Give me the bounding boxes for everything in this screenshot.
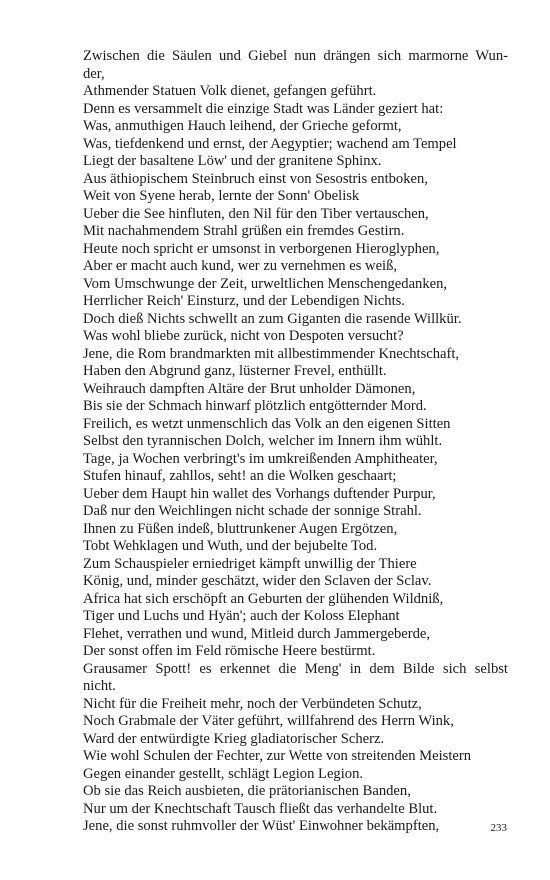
text-line: nicht. xyxy=(83,678,116,694)
text-line: Jene, die Rom brandmarkten mit allbestimmender Knechtschaft, xyxy=(83,345,460,362)
text-line: Der sonst offen im Feld römische Heere bestürmt. xyxy=(83,643,376,659)
text-line: Ob sie das Reich ausbieten, die prätorianischen Banden, xyxy=(83,783,411,799)
text-line: Selbst den tyrannischen Dolch, welcher im Innern ihm wühlt. xyxy=(83,433,443,449)
text-line: Weit von Syene herab, lernte der Sonn' Obelisk xyxy=(83,188,360,204)
text-line: Tage, ja Wochen verbringt's im umkreißenden Amphitheater, xyxy=(83,450,438,467)
text-line: Wie wohl Schulen der Fechter, zur Wette von streitenden Meistern xyxy=(83,748,472,764)
text-line: Zum Schauspieler erniedriget kämpft unwillig der Thiere xyxy=(83,555,417,572)
text-line: Grausamer Spott! es erkennet die Meng' in dem Bilde sich selbst xyxy=(83,660,508,677)
text-line: Mit nachahmendem Strahl grüßen ein fremdes Gestirn. xyxy=(83,223,405,239)
text-line: Haben den Abgrund ganz, lüsterner Frevel, enthüllt. xyxy=(83,363,387,379)
text-line: Stufen hinauf, zahllos, seht! an die Wolken geschaart; xyxy=(83,468,397,484)
text-line: Heute noch spricht er umsonst in verborgenen Hieroglyphen, xyxy=(83,240,440,257)
text-line: Ward der entwürdigte Krieg gladiatorischer Scherz. xyxy=(83,730,385,747)
text-line: Herrlicher Reich' Einsturz, und der Lebendigen Nichts. xyxy=(83,293,405,309)
text-line: Zwischen die Säulen und Giebel nun drängen sich marmorne Wun- xyxy=(83,48,508,64)
text-line: Was wohl bliebe zurück, nicht von Despoten versucht? xyxy=(83,328,404,344)
text-line: Athmender Statuen Volk dienet, gefangen geführt. xyxy=(83,83,377,99)
text-line: Tobt Wehklagen und Wuth, und der bejubelte Tod. xyxy=(83,538,378,554)
text-line: Tiger und Luchs und Hyän'; auch der Koloss Elephant xyxy=(83,608,400,624)
text-line: Daß nur den Weichlingen nicht schade der sonnige Strahl. xyxy=(83,503,422,519)
text-line: Liegt der basaltene Löw' und der granitene Sphinx. xyxy=(83,153,382,169)
text-line: Jene, die sonst ruhmvoller der Wüst' Einwohner bekämpften, xyxy=(83,818,440,834)
text-line: Aus äthiopischem Steinbruch einst von Sesostris entboken, xyxy=(83,170,428,187)
text-line: der, xyxy=(83,65,105,82)
text-line: Aber er macht auch kund, wer zu vernehmen es weiß, xyxy=(83,258,398,274)
poem-text xyxy=(83,48,508,836)
text-line: Nicht für die Freiheit mehr, noch der Verbündeten Schutz, xyxy=(83,695,422,712)
text-line: Denn es versammelt die einzige Stadt was Länder geziert hat: xyxy=(83,100,444,117)
text-line: Vom Umschwunge der Zeit, urweltlichen Menschengedanken, xyxy=(83,275,448,292)
text-line: Ueber die See hinfluten, den Nil für den Tiber vertauschen, xyxy=(83,205,429,222)
text-line: Flehet, verrathen und wund, Mitleid durch Jammergeberde, xyxy=(83,625,431,642)
page-number: 233 xyxy=(490,822,507,834)
text-line: Weihrauch dampften Altäre der Brut unholder Dämonen, xyxy=(83,380,416,397)
text-line: Ihnen zu Füßen indeß, bluttrunkener Augen Ergötzen, xyxy=(83,520,398,537)
text-line: Ueber dem Haupt hin wallet des Vorhangs duftender Purpur, xyxy=(83,485,436,502)
text-line: Gegen einander gestellt, schlägt Legion Legion. xyxy=(83,765,364,782)
text-line: Bis sie der Schmach hinwarf plötzlich entgötternder Mord. xyxy=(83,398,427,414)
text-line: Freilich, es wetzt unmenschlich das Volk an den eigenen Sitten xyxy=(83,415,451,432)
text-line: Nur um der Knechtschaft Tausch fließt das verhandelte Blut. xyxy=(83,800,438,817)
text-line: Africa hat sich erschöpft an Geburten der glühenden Wildniß, xyxy=(83,590,444,607)
text-line: Noch Grabmale der Väter geführt, willfahrend des Herrn Wink, xyxy=(83,713,454,729)
text-line: Doch dieß Nichts schwellt an zum Giganten die rasende Willkür. xyxy=(83,310,462,327)
text-line: König, und, minder geschätzt, wider den Sclaven der Sclav. xyxy=(83,573,432,589)
text-line: Was, anmuthigen Hauch leihend, der Grieche geformt, xyxy=(83,118,402,134)
text-line: Was, tiefdenkend und ernst, der Aegyptier; wachend am Tempel xyxy=(83,135,457,152)
